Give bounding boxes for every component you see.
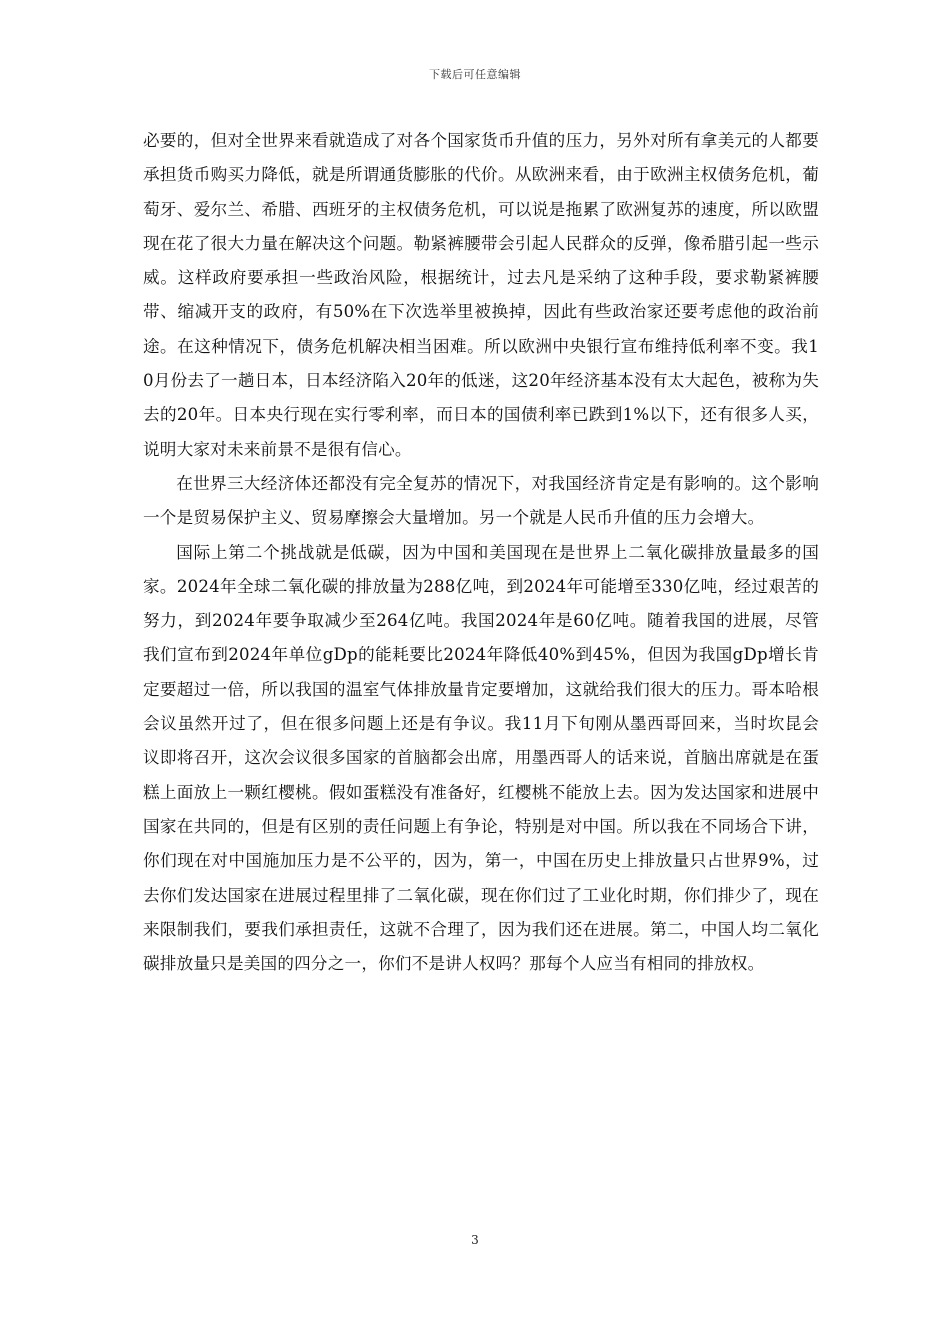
page-number: 3 <box>471 1233 479 1247</box>
page-header: 下载后可任意编辑 <box>429 68 521 81</box>
document-body <box>143 124 819 981</box>
paragraph-2: 在世界三大经济体还都没有完全复苏的情况下，对我国经济肯定是有影响的。这个影响一个是贸易保护主义、贸易摩擦会大量增加。另一个就是人民币升值的压力会增大。 <box>143 473 819 528</box>
paragraph-1: 必要的，但对全世界来看就造成了对各个国家货币升值的压力，另外对所有拿美元的人都要承担货币购买力降低，就是所谓通货膨胀的代价。从欧洲来看，由于欧洲主权债务危机，葡萄牙、爱尔兰、希腊、西班牙的主权债务危机，可以说是拖累了欧洲复苏的速度，所以欧盟现在花了很大力量在解决这个问题。勒紧裤腰带会引起人民群众的反弹，像希腊引起一些示威。这样政府要承担一些政治风险，根据统计，过去凡是采纳了这种手段，要求勒紧裤腰带、缩减开支的政府，有50%在下次选举里被换掉，因此有些政治家还要考虑他的政治前途。在这种情况下，债务危机解决相当困难。所以欧洲中央银行宣布维持低利率不变。我10月份去了一趟日本，日本经济陷入20年的低迷，这20年经济基本没有太大起色，被称为失去的20年。日本央行现在实行零利率，而日本的国债利率已跌到1%以下，还有很多人买，说明大家对未来前景不是很有信心。 <box>143 131 819 459</box>
paragraph-3: 国际上第二个挑战就是低碳，因为中国和美国现在是世界上二氧化碳排放量最多的国家。2024年全球二氧化碳的排放量为288亿吨，到2024年可能增至330亿吨，经过艰苦的努力，到2024年要争取减少至264亿吨。我国2024年是60亿吨。随着我国的进展，尽管我们宣布到2024年单位gDp的能耗要比2024年降低40%到45%，但因为我国gDp增长肯定要超过一倍，所以我国的温室气体排放量肯定要增加，这就给我们很大的压力。哥本哈根会议虽然开过了，但在很多问题上还是有争议。我11月下旬刚从墨西哥回来，当时坎昆会议即将召开，这次会议很多国家的首脑都会出席，用墨西哥人的话来说，首脑出席就是在蛋糕上面放上一颗红樱桃。假如蛋糕没有准备好，红樱桃不能放上去。因为发达国家和进展中国家在共同的，但是有区别的责任问题上有争论，特别是对中国。所以我在不同场合下讲，你们现在对中国施加压力是不公平的，因为，第一，中国在历史上排放量只占世界9%，过去你们发达国家在进展过程里排了二氧化碳，现在你们过了工业化时期，你们排少了，现在来限制我们，要我们承担责任，这就不合理了，因为我们还在进展。第二，中国人均二氧化碳排放量只是美国的四分之一，你们不是讲人权吗？那每个人应当有相同的排放权。 <box>143 542 819 974</box>
